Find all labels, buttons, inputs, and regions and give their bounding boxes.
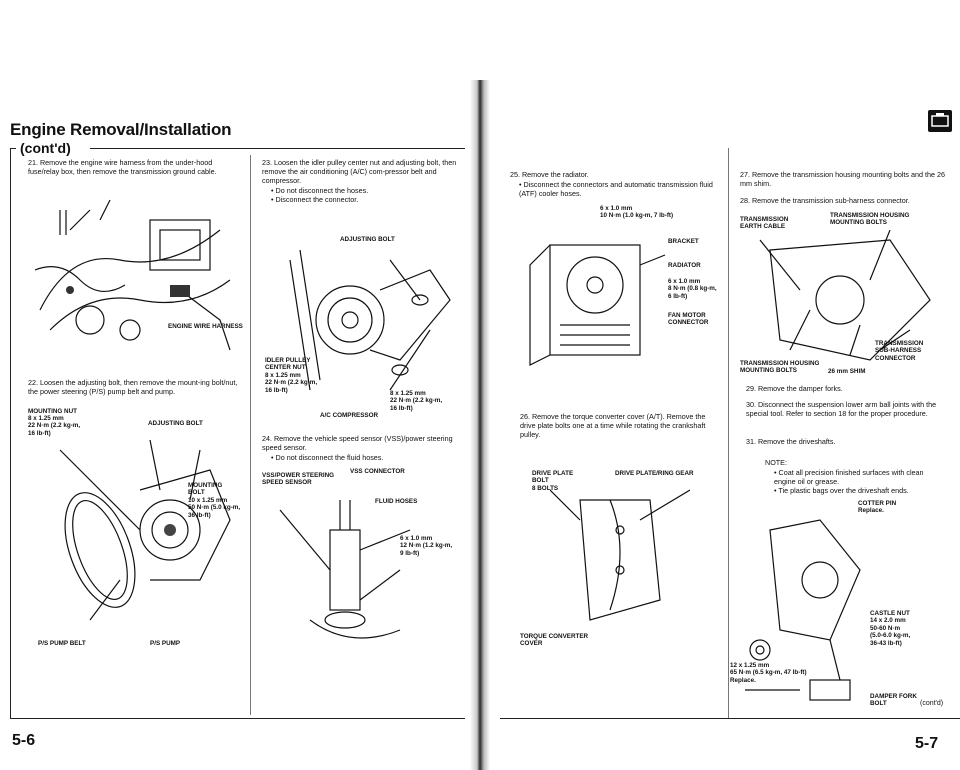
mounting-bolt-label: MOUNTING BOLT (188, 482, 223, 497)
ac-adjusting-bolt-label: ADJUSTING BOLT (340, 236, 395, 243)
step-26-text: 26. Remove the torque converter cover (A/T). Remove the drive plate bolts one at a time while rotating the crankshaft pulley. (520, 412, 706, 439)
idler-pulley-spec: 8 x 1.25 mm 22 N·m (2.2 kg-m, 16 lb-ft) (265, 372, 318, 394)
step-25-bullet-1: • Disconnect the connectors and automatic transmission fluid (ATF) cooler hoses. (519, 180, 713, 198)
ac-bolt-spec: 8 x 1.25 mm 22 N·m (2.2 kg-m, 16 lb-ft) (390, 390, 443, 412)
radiator-spec-mid: 6 x 1.0 mm 8 N·m (0.8 kg-m, 6 lb-ft) (668, 278, 717, 300)
page-subtitle: (cont'd) (20, 140, 71, 156)
footer-rule-right (500, 718, 960, 719)
column-divider (250, 155, 251, 715)
step-29 (746, 384, 946, 394)
adjusting-bolt-label: ADJUSTING BOLT (148, 420, 203, 427)
mounting-bolt-spec: 10 x 1.25 mm 50 N·m (5.0 kg-m, 36 lb-ft) (188, 497, 241, 519)
note-bullet-2: • Tie plastic bags over the driveshaft ends. (774, 486, 909, 495)
sub-harness-label: TRANSMISSION SUB-HARNESS CONNECTOR (875, 340, 924, 362)
radiator-illustration (520, 225, 670, 375)
vss-sensor-drawing (270, 490, 460, 660)
step-24-bullet-1: • Do not disconnect the fluid hoses. (271, 453, 384, 462)
shim-label: 26 mm SHIM (828, 368, 866, 375)
castle-nut-spec: CASTLE NUT 14 x 2.0 mm 50-60 N·m (5.0-6.0 kg-m, 36-43 lb-ft) (870, 610, 911, 647)
step-31-text: 31. Remove the driveshafts. (746, 437, 836, 446)
vss-sensor-illustration (270, 490, 460, 660)
housing-bolts-label: TRANSMISSION HOUSING MOUNTING BOLTS (830, 212, 910, 227)
step-26 (520, 412, 720, 440)
damper-bolt-spec: 12 x 1.25 mm 65 N·m (6.5 kg-m, 47 lb-ft) Replace. (730, 662, 807, 684)
drive-plate-bolt-label: DRIVE PLATE BOLT 8 BOLTS (532, 470, 574, 492)
ac-compressor-label: A/C COMPRESSOR (320, 412, 379, 419)
step-21 (28, 158, 238, 177)
step-25-text: 25. Remove the radiator. (510, 170, 589, 179)
cotter-pin-label: COTTER PIN Replace. (858, 500, 897, 515)
ring-gear-label: DRIVE PLATE/RING GEAR (615, 470, 694, 477)
idler-pulley-label: IDLER PULLEY CENTER NUT (265, 357, 311, 372)
left-margin-rule (10, 148, 11, 718)
fluid-hoses-label: FLUID HOSES (375, 498, 418, 505)
note-title: NOTE: (765, 458, 787, 467)
radiator-spec-top: 6 x 1.0 mm 10 N·m (1.0 kg-m, 7 lb-ft) (600, 205, 674, 220)
step-21-text: 21. Remove the engine wire harness from the under-hood fuse/relay box, then remove the transmission ground cable. (28, 158, 217, 176)
step-27-text: 27. Remove the transmission housing mounting bolts and the 26 mm shim. (740, 170, 945, 188)
step-22-text: 22. Loosen the adjusting bolt, then remove the mount-ing bolt/nut, the power steering (P/S) pump belt and pump. (28, 378, 238, 396)
note-bullet-1: • Coat all precision finished surfaces with clean engine oil or grease. (774, 468, 924, 486)
engine-wire-harness-label: ENGINE WIRE HARNESS (168, 323, 243, 330)
step-30 (746, 400, 946, 419)
engine-section-icon (928, 110, 952, 132)
vss-connector-label: VSS CONNECTOR (350, 468, 405, 475)
mounting-nut-spec: 8 x 1.25 mm 22 N·m (2.2 kg-m, 16 lb-ft) (28, 415, 81, 437)
vss-spec: 6 x 1.0 mm 12 N·m (1.2 kg-m, 9 lb-ft) (400, 535, 453, 557)
step-27 (740, 170, 945, 189)
housing-bolts-lower-label: TRANSMISSION HOUSING MOUNTING BOLTS (740, 360, 820, 375)
torque-converter-illustration (550, 480, 690, 630)
header-rule (90, 148, 465, 149)
step-23-bullet-2: • Disconnect the connector. (271, 195, 359, 204)
step-28-text: 28. Remove the transmission sub-harness connector. (740, 196, 910, 205)
ps-pump-belt-label: P/S PUMP BELT (38, 640, 86, 647)
step-28 (740, 196, 945, 206)
page-number-left: 5-6 (12, 732, 36, 749)
torque-converter-cover-label: TORQUE CONVERTER COVER (520, 633, 589, 648)
step-22 (28, 378, 238, 397)
step-30-text: 30. Disconnect the suspension lower arm ball joints with the special tool. Refer to section 18 for the proper procedure. (746, 400, 937, 418)
step-25 (510, 170, 715, 198)
damper-fork-bolt-label: DAMPER FORK BOLT (870, 693, 917, 708)
ps-pump-label: P/S PUMP (150, 640, 181, 647)
step-23-bullet-1: • Do not disconnect the hoses. (271, 186, 369, 195)
step-24-text: 24. Remove the vehicle speed sensor (VSS)/power steering speed sensor. (262, 434, 453, 452)
column-divider (728, 148, 729, 718)
earth-cable-label: TRANSMISSION EARTH CABLE (740, 216, 789, 231)
radiator-drawing (520, 225, 670, 375)
step-31 (746, 437, 946, 447)
fan-motor-connector-label: FAN MOTOR CONNECTOR (668, 312, 709, 327)
book-binding (470, 80, 490, 770)
page-title: Engine Removal/Installation (10, 120, 232, 139)
continued-label: (cont'd) (920, 700, 944, 707)
page-number-right: 5-7 (915, 735, 939, 752)
bracket-label: BRACKET (668, 238, 699, 245)
right-page (490, 0, 960, 770)
step-23-text: 23. Loosen the idler pulley center nut and adjusting bolt, then remove the air conditioning (A/C) com-pressor belt and compressor. (262, 158, 457, 185)
step-24 (262, 434, 462, 462)
left-page (0, 0, 470, 770)
footer-rule-left (10, 718, 465, 719)
ps-pump-drawing (40, 430, 240, 630)
note (765, 458, 945, 495)
step-29-text: 29. Remove the damper forks. (746, 384, 843, 393)
engine-icon (928, 110, 952, 132)
radiator-label: RADIATOR (668, 262, 701, 269)
step-23 (262, 158, 462, 204)
mounting-nut-label: MOUNTING NUT (28, 408, 77, 415)
ps-pump-illustration (40, 430, 240, 630)
vss-sensor-label: VSS/POWER STEERING SPEED SENSOR (262, 472, 335, 487)
torque-converter-drawing (550, 480, 690, 630)
